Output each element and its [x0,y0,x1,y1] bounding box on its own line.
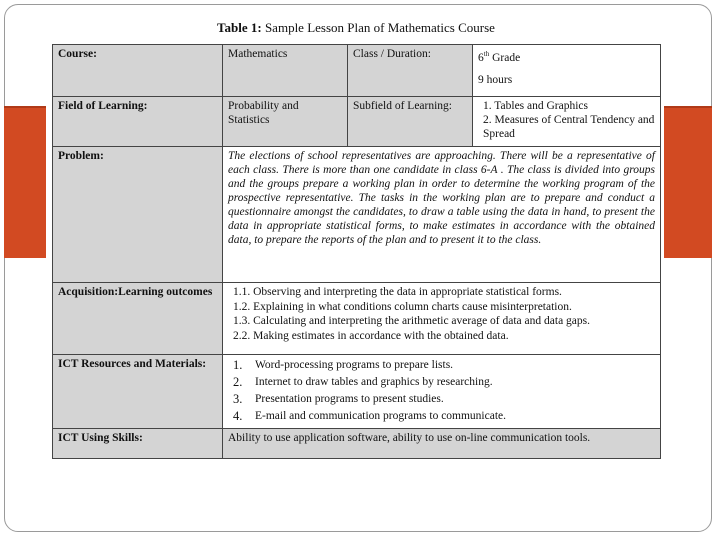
acquisition-label: Acquisition:Learning outcomes [53,283,223,355]
outcome-item: 1.3. Calculating and interpreting the arithmetic average of data and data gaps. [233,315,590,327]
list-item: 3. Presentation programs to present studies. [233,392,444,406]
caption-label: Table 1: [217,20,262,35]
problem-text: The elections of school representatives are approaching. There will be a representative of each class. There is more than one candidate in class 6-A . The class is divided into groups and the groups prepare a working plan in order to determine the working program of the prospective representative. The tasks in the working plan are to prepare and conduct a questionnaire amongst the candidates, to draw a table using the data in hand, to present the data in appropriate statistical forms, to make estimates in accordance with the obtained data, to prepare the reports of the plan and to present it to the class. [223,147,661,283]
row-course [53,45,661,97]
problem-label: Problem: [53,147,223,283]
ict-resources-list [223,355,661,429]
subfield-value: 1. Tables and Graphics 2. Measures of Central Tendency and Spread [473,97,661,147]
ict-skills-value: Ability to use application software, ability to use on-line communication tools. [223,429,661,459]
course-label: Course: [53,45,223,97]
field-label: Field of Learning: [53,97,223,147]
row-ict-resources [53,355,661,429]
accent-bar-right [664,106,712,258]
list-item: 1. Word-processing programs to prepare lists. [233,358,454,372]
acquisition-list [223,283,661,355]
caption-title: Sample Lesson Plan of Mathematics Course [264,20,495,35]
row-acquisition [53,283,661,355]
slide-content [48,14,664,464]
row-ict-skills [53,429,661,459]
table-caption [48,20,664,36]
class-duration-value: 6th Grade 9 hours [473,45,661,97]
row-field [53,97,661,147]
subfield-label: Subfield of Learning: [348,97,473,147]
outcome-item: 2.2. Making estimates in accordance with the obtained data. [233,329,509,342]
list-item: 4. E-mail and communication programs to communicate. [233,409,507,423]
ict-skills-label: ICT Using Skills: [53,429,223,459]
row-problem [53,147,661,283]
ict-resources-label: ICT Resources and Materials: [53,355,223,429]
course-value: Mathematics [223,45,348,97]
accent-bar-left [4,106,46,258]
outcome-item: 1.2. Explaining in what conditions column charts cause misinterpretation. [233,300,572,313]
field-value: Probability and Statistics [223,97,348,147]
class-duration-label: Class / Duration: [348,45,473,97]
list-item: 2. Internet to draw tables and graphics by researching. [233,375,493,389]
outcome-item: 1.1. Observing and interpreting the data in appropriate statistical forms. [233,286,562,298]
lesson-plan-table [52,44,661,459]
